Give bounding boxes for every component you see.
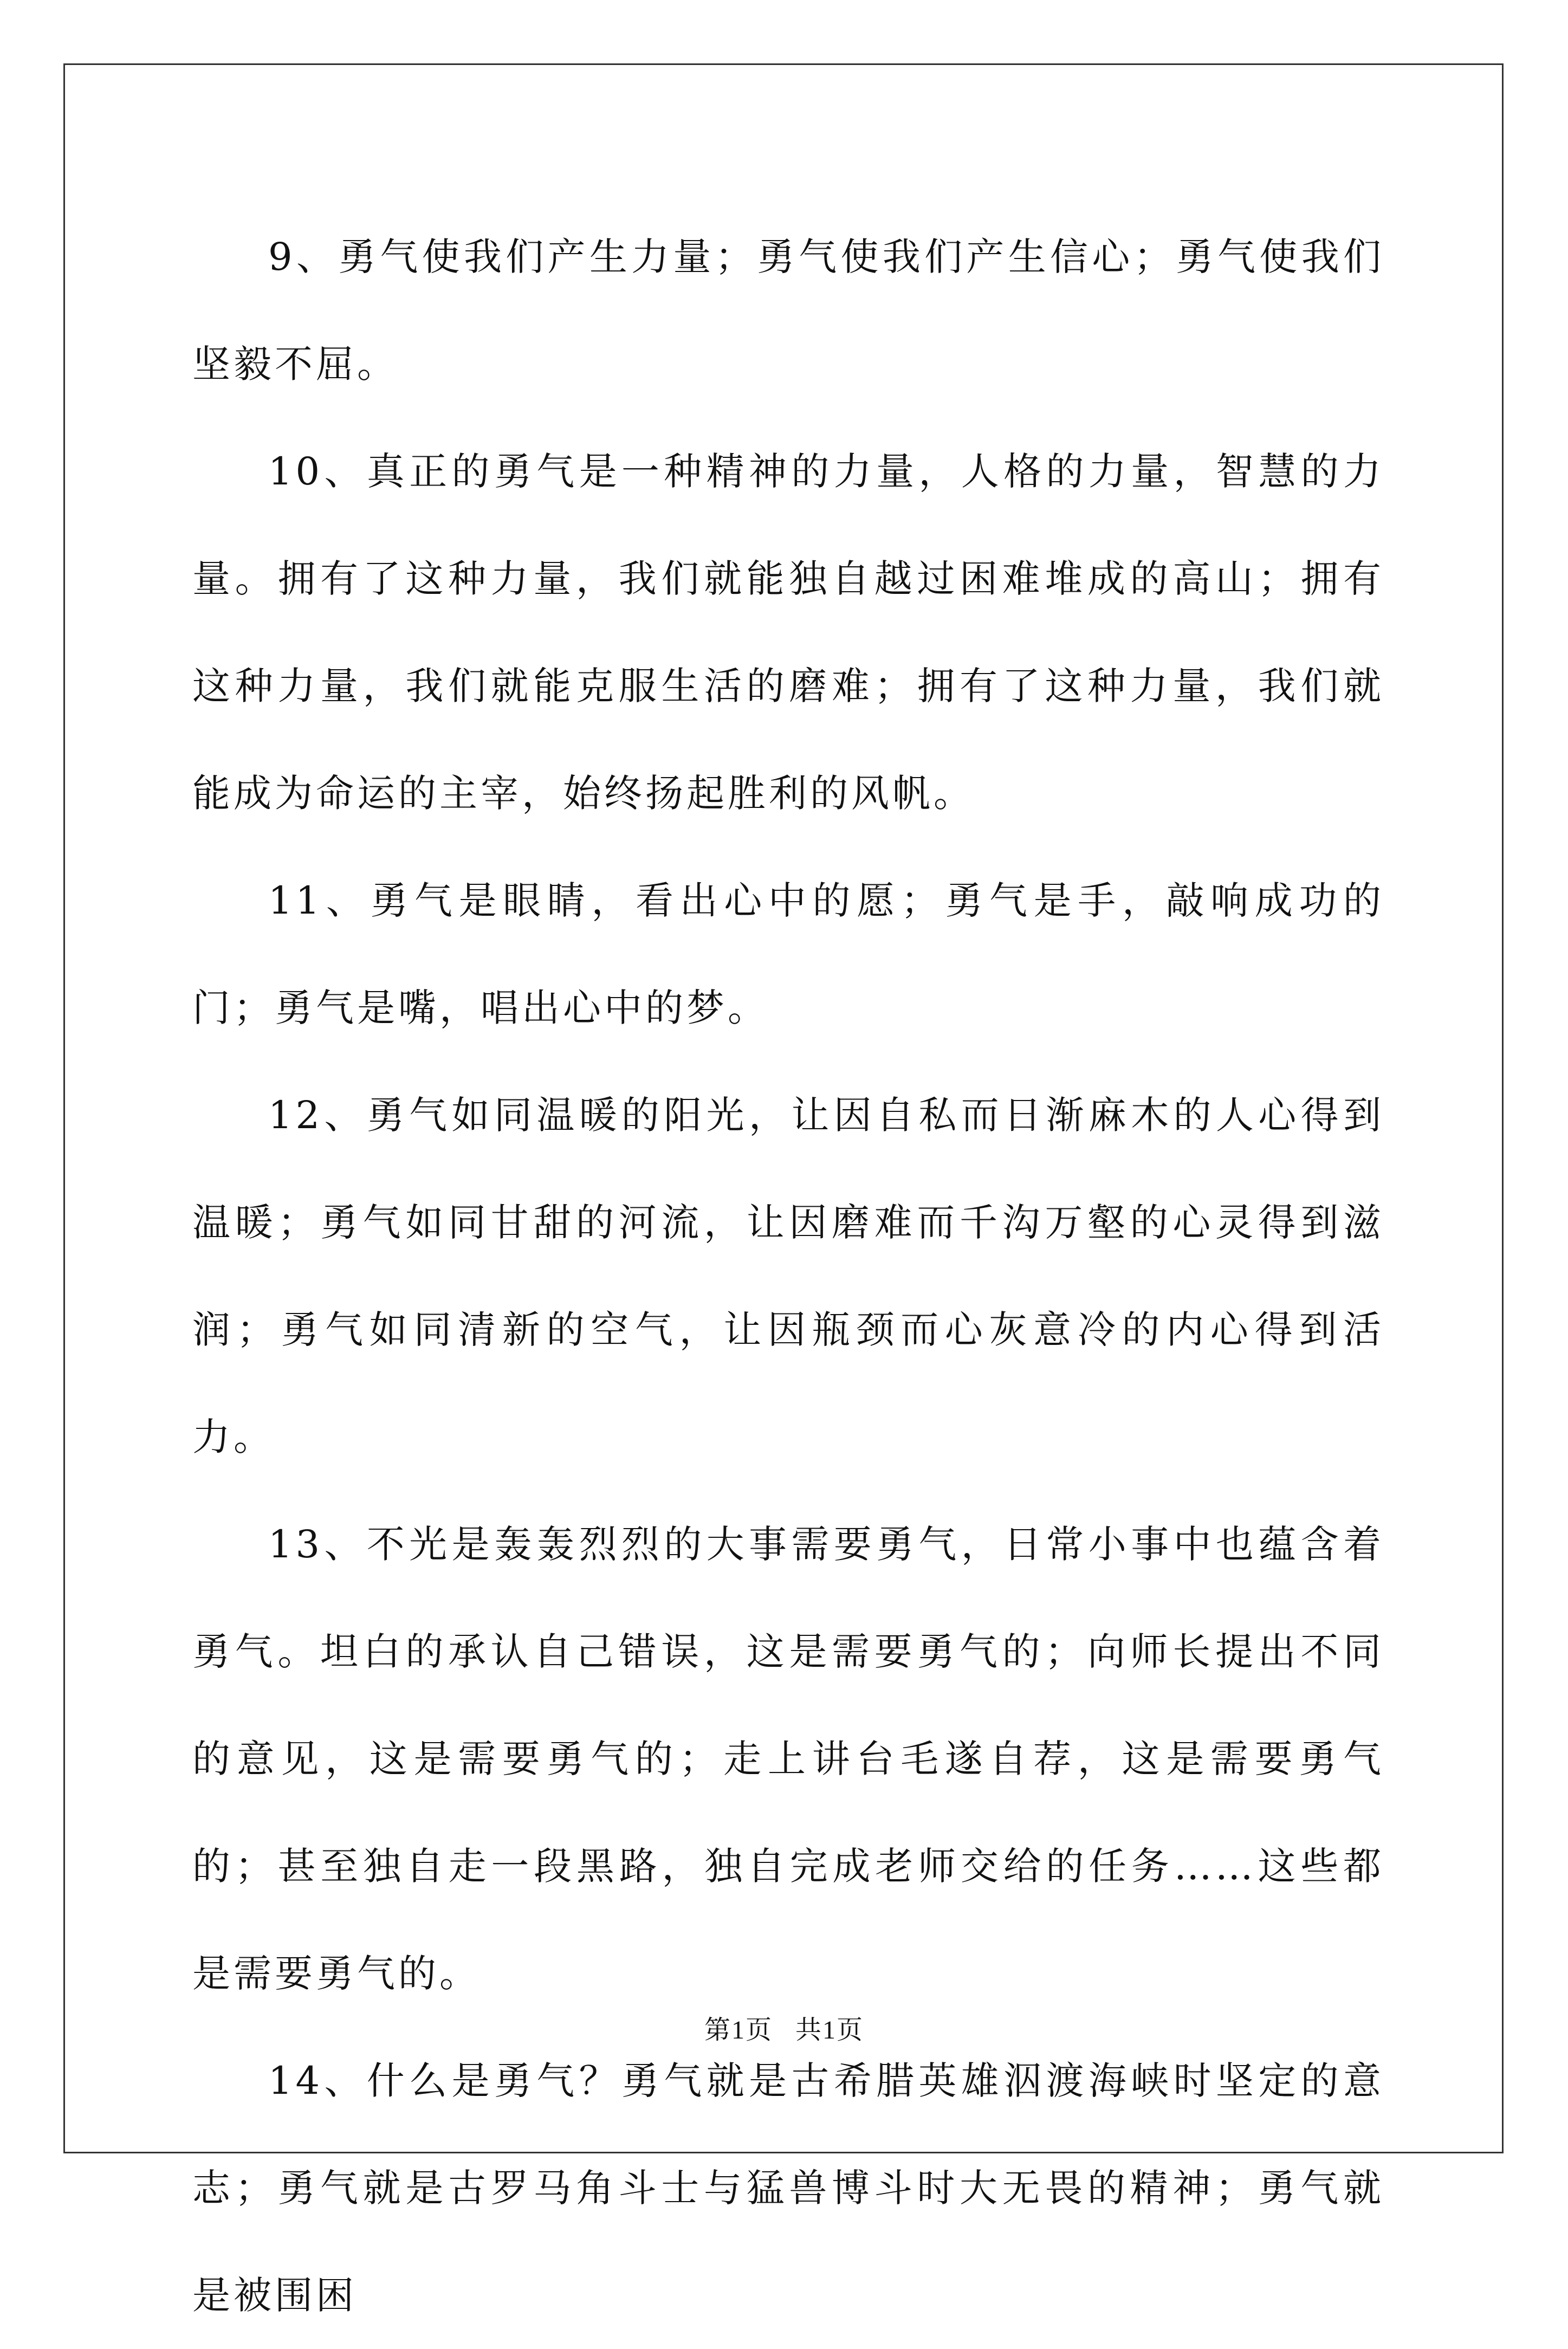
paragraph-9: 9、勇气使我们产生力量；勇气使我们产生信心；勇气使我们坚毅不屈。: [192, 235, 1384, 386]
paragraph-10: 10、真正的勇气是一种精神的力量，人格的力量，智慧的力量。拥有了这种力量，我们就能独自越过困难堆成的高山；拥有这种力量，我们就能克服生活的磨难；拥有了这种力量，我们就能成为命运的主宰，始终扬起胜利的风帆。: [192, 449, 1384, 816]
page-footer: [0, 2009, 1568, 2046]
page-number: 第1页: [704, 2016, 773, 2044]
paragraph-12: 12、勇气如同温暖的阳光，让因自私而日渐麻木的人心得到温暖；勇气如同甘甜的河流，让因磨难而千沟万壑的心灵得到滋润；勇气如同清新的空气，让因瓶颈而心灰意冷的内心得到活力。: [192, 1093, 1384, 1459]
paragraph-14: 14、什么是勇气？勇气就是古希腊英雄泅渡海峡时坚定的意志；勇气就是古罗马角斗士与猛兽博斗时大无畏的精神；勇气就是被围困: [192, 2059, 1384, 2318]
paragraph-13: 13、不光是轰轰烈烈的大事需要勇气，日常小事中也蕴含着勇气。坦白的承认自己错误，这是需要勇气的；向师长提出不同的意见，这是需要勇气的；走上讲台毛遂自荐，这是需要勇气的；甚至独自走一段黑路，独自完成老师交给的任务……这些都是需要勇气的。: [192, 1522, 1384, 1996]
paragraph-11: 11、勇气是眼睛，看出心中的愿；勇气是手，敲响成功的门；勇气是嘴，唱出心中的梦。: [192, 878, 1384, 1030]
page-total: 共1页: [795, 2016, 864, 2044]
